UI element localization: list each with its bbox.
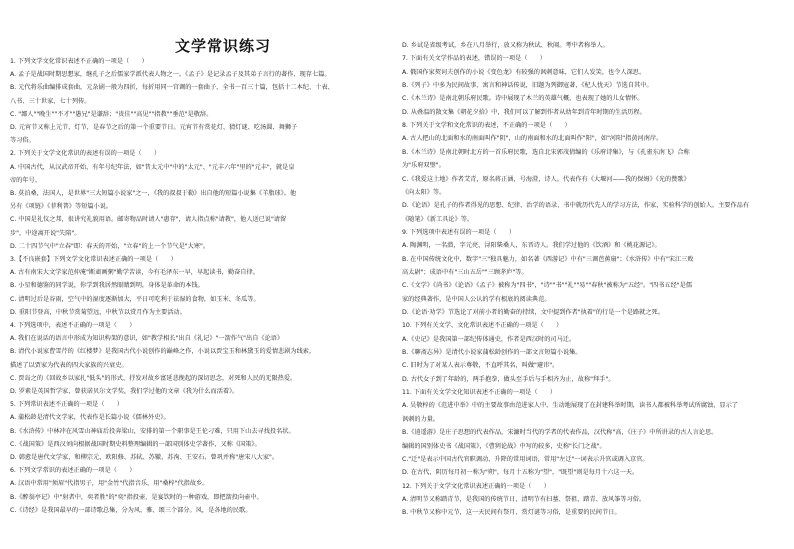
right_column-line: D.《论语·劝学》节选论了对前小者的勤奋的持续，文中提到作者"执着"的行是一个是路就之死。 [402,309,664,316]
right_column-line: A. 陶渊明，一名潜，字元亮，浔阳柴桑人，东晋诗人。我们学过他的《饮酒》和《桃花源记》。 [402,242,661,250]
right_column-line: 7. 下面有关文学作品的表述，错误的一项是（ ） [402,55,546,63]
right_column-line: B. 在中国传统文化中，数字"三"独具魅力，如名著《西游记》中有"三调芭蕉扇"；《水浒传》中有"宋江三败 [402,255,694,263]
left_column-line: 4. 下列选项中，表述不正确的一项是（ ） [10,322,136,329]
right-column [402,0,774,549]
right_column-line: 《随笔》《新工具论》等。 [402,215,474,223]
right_column-line: 高太尉"；成语中有"三山五岳""三顾茅庐"等。 [402,268,528,276]
left_column-line: 描述了以贾家为代表的四大家族的兴衰史。 [10,361,128,369]
right_column-line: C. 旧时为了对某人表示尊敬，不直呼其名，叫做"避讳"。 [402,362,559,370]
right_column-line: C.《木兰诗》是南北朝乐府民歌。诗中展现了木兰的英雄气概，也表现了她的儿女情怀。 [402,95,644,103]
left_column-line: A. 孟子是战国时期思想家，继孔子之后儒家学派代表人物之一。《孟子》是记录孟子及其弟子言行的著作，现存七篇。 [10,71,331,79]
left_column-line: D. 韩愈是唐代文学家，和柳宗元、欧阳修、苏轼、苏辙、苏洵、王安石、曾巩并称"唐宋八大家"。 [10,454,279,461]
left_column-line: B. 小星和德鉴的同学说，你学到我居然眼睛到明，身体是革命的本钱。 [10,282,204,290]
left_column-line: C. 贾岛之的《回故乡以家扎"低头"的形式，抒发对故乡富延悲挽起的深切思念，对死和人民的无限热爱。 [10,374,297,382]
right_column-line: B.《列子》中多为民间故事、寓言和神话传说，旧题为列御寇著，《杞人忧天》节选自其中。 [402,82,653,90]
left_column-line: 等习俗。 [10,137,35,145]
right_column-line: 编辑的国别体史书《战国策》，《曹刿论战》中写的较多，史称"长门之战"。 [402,442,606,450]
right_column-line: 12. 下列关于文学文化常识表述正确的一项是（ ） [402,482,550,490]
page-title: 文学常识练习 [175,37,272,55]
left_column-line: B.《醉翁亭记》中"射者中，奕者胜"的"奕"指投壶，是宴饮时的一种游戏，即把箭投向壶中。 [10,493,263,501]
right_column-line: A. 俄国作家契诃夫创作的小说《变色龙》有较强的讽刺意味，它们人发笑，也令人深思。 [402,68,646,76]
left_column-line: C. 中国是礼仪之邦，很讲究礼貌用语。邮寄物品时请人"惠存"，请人指点称"请教"，他人送已说"请留 [10,216,287,224]
left_column-line: C. "鄙人""晚生""不才""愚兄"是谦辞；"贵佳""高见""指教""垂范"是敬辞。 [10,110,213,118]
left_column-line: D. 元宵节又称上元节、灯节，是春节之后的第一个重要节日。元宵节有赏花灯、猜灯谜、吃汤圆、舞狮子 [10,124,298,131]
right_column-line: 11. 下面有关文学文化知识表述不正确的一项是（ ） [402,389,557,397]
left_column-line: D. 罗素是英国哲学家，曾获诺贝尔文学奖，我们学过他的文章《我为什么而活着》。 [10,388,239,395]
left_column-line: 帝的年号。 [10,176,41,184]
right_column-line: D. 古代女子到了年龄的，两手抱拳，做头至手后与手相齐为止，故称"拜手"。 [402,375,615,383]
left_column-line: C.《战国策》是西汉刘向根据战国时期史料整理编辑的一部国别体史学著作，又称《国策》。 [10,440,261,448]
left_column-line: D. 二十四节气中"立春"即：春天的开始，"立春"的上一个节气是"大寒"。 [10,242,210,250]
right_column-line: 《向太阳》等。 [402,188,446,196]
left_column-line: C. 清明过后是谷雨，空气中的湿度逐渐加大，平日可吃利于祛湿的食物，如玉米、冬瓜等。 [10,295,260,303]
right_column-line: C.《我爱这土地》作者艾青，原名蒋正涵，号海澄，诗人。代表作有《大堰河——我的保姆》《光的赞歌》 [402,175,690,183]
left_column-line: 5. 下列常识表述不正确的一项是（ ） [10,401,124,409]
right_column-line: D.《论语》是孔子的作者得见的思想、纪律、治学的语录，书中就历代先人的学习方法，作家，实验科学的创始人。主要作品有 [402,202,750,210]
left_column-line: 八书、三十世家、七十列传。 [10,97,91,105]
left_column-line: 1. 下列文学文化常识表述不正确的一项是（ ） [10,58,148,65]
right_column-line: 10. 下列有关文学、文化常识表述不正确的一项是（ ） [402,322,563,330]
right_column-line: C."迁"是表示中国古代官职调动、升降的常用词语，常用"左迁"一词表示升官或调入京官。 [402,455,649,463]
left-column [10,0,382,549]
right_column-line: 讽刺的力量。 [402,415,440,423]
right_column-line: 8. 下列关于文学和文化常识的表述，不正确的一项是（ ） [402,122,571,130]
left_column-line: 步"，中途离开说"失陪"。 [10,229,81,237]
right_column-line: B. 中秋节又称中元节，这一天民间有祭月、赏灯谜等习俗，是重要的民间节日。 [402,509,621,517]
right_column-line: 家的经典著作，是中国人公认的学有根底的阅读典范。 [402,295,551,303]
left_column-line: A. 古有南宋大文学家范仲淹"断齑画粥"勤学苦读，今有毛泽东一早，早起读书，勤奋自律。 [10,269,259,277]
right_column-line: D. 在古代，阴历每月初一称为"朔"，每月十五称为"望"，"既望"则是每月十六这一天。 [402,469,639,477]
left_column-line: 3.【不良嵌套】下列文学文化常识表述正确的一项是（ ） [10,256,177,263]
right_column-line: A. 吴敬梓的《范进中举》中的主要故事由范进家人中，生动地展现了在封建科举时期，读书人都被科举考试所腐蚀，显示了 [402,402,738,410]
left_column-line: 2. 下列关于文学文化常识的表述有误的一项是（ ） [10,150,161,158]
left_column-line: A. 我们在说话的语言中形成为知识构架的意识，如"教学相长"出自《礼记》"一箭作气"出自《论语》 [10,335,284,343]
right_column-line: 9. 下列选项中表述有误的一项是（ ） [402,228,516,236]
left_column-line: A. 蒲松龄是清代文学家，代表作是长篇小说《儒林外史》。 [10,414,170,422]
left_column-line: B.《水浒传》中林冲在风雪山神庙后投奔梁山，安排的第一个职事是王伦刁难，只用下山去寻找投名状。 [10,427,295,435]
right_column-line: D. 从叠温的散文集《朝花夕拾》中，我们可以了解到作者从幼年到青年时期的生活历程。 [402,108,646,116]
right_column-line: A. 古人把山的北面和水的南面叫作"阴"，山的南面和水的北面叫作"阳"，如"河阳"指黄河南岸。 [402,135,663,143]
left_column-line: 另有《项链》《菲利普》等短篇小说。 [10,203,113,211]
left_column-line: 6. 下列文学常识的表述正确的一项是（ ） [10,467,136,475]
left_column-line: C.《诗经》是我国最早的一部诗歌总集，分为风、雅、颂三个部分。风，是各地的民歌。 [10,506,252,514]
right_column-line: B.《聊斋志异》是清代小说家蒲松龄创作的一部文言短篇小说集。 [402,349,582,357]
left_column-line: A. 中国古代，从汉武帝开始，有年号纪年法，如"昔太元中"中的"太元"、"元丰六年"里的"元丰"，就是皇 [10,163,295,171]
left_column-line: B. 元代将乐曲编排成套曲，元杂剧一般为四折，每折用同一宫调的一套曲子，全书一百三十篇，包括十二本纪、十表、 [10,84,334,92]
left_column-line: A. 汉语中常用"须眉"代指男子，用"金竹"代指音乐，用"桑梓"代指故乡。 [10,480,209,488]
right_column-line: B.《木兰诗》是南北朝时北方的一首乐府民歌，选自北宋郭茂倩编的《乐府诗集》，与《孔雀东南飞》合称 [402,148,690,156]
left_column-line: B. 莫泊桑，法国人，是世界"三大短篇小说家"之一，《我的叔叔于勒》出自他的短篇小说集《羊脂球》。他 [10,190,297,197]
right_column-line: 为"乐府双璧"。 [402,162,445,170]
left_column-line: D. 重阳节登高，中秋节赏菊望远，中秋节以赏月作为主要活动。 [10,308,186,316]
right_column-line: C.《文学》《尚书》《论语》《孟子》被称为"四书"，"诗""书""礼""易""春秋"被称为"五经"。"四书五经"是儒 [402,282,693,290]
right_column-line: B.《逍遥游》是庄子思想的代表作品，宋濂时当代的学者的代表作品，汉代称"高，《庄子》中所讲录的古人言论思。 [402,429,718,437]
right_column-line: D. 乡试是省级考试，乡在八月举行，放又称为秋试、秋闱。考中者称举人。 [402,42,609,49]
right_column-line: A. 清明节又称踏青节，是我国的传统节日，清明节有扫墓、祭祖、踏青、放风筝等习俗。 [402,495,646,503]
left_column-line: B. 清代小说家曹雪芹的《红楼梦》是我国古代小说创作的巅峰之作，小说以贾宝玉和林黛玉的爱情悲剧为线索， [10,348,316,356]
right_column-line: A.《史记》是我国第一部纪传体通史，作者是西汉时的司马迁。 [402,335,576,343]
